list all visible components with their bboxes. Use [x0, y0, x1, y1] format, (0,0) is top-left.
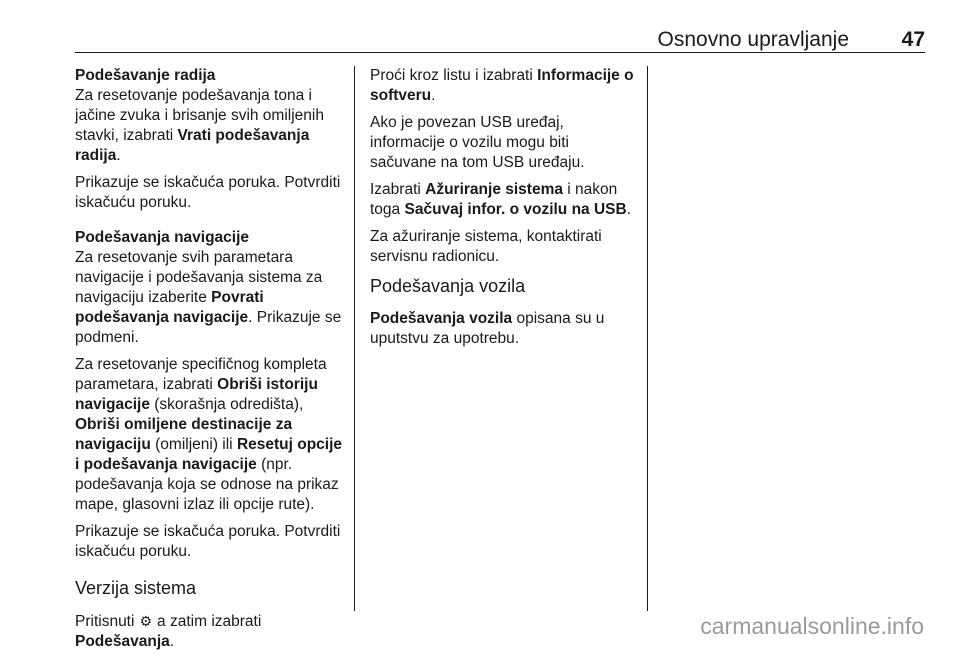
nav-reset-option: Povrati podešavanja navigacije	[75, 289, 264, 326]
version-text: Pritisnuti	[75, 613, 139, 630]
system-update-option: Ažuriranje sistema	[425, 181, 563, 198]
nav-text: (skorašnja odredišta),	[149, 396, 304, 413]
vehicle-settings-paragraph	[370, 309, 638, 349]
nav-text: Za resetovanje svih parametara navigacije i podešavanja sistema za navigaciju izaberite	[75, 249, 323, 306]
software-info-option: Informacije o softveru	[370, 67, 634, 104]
nav-options-reset: Resetuj opcije i podešavanja navigacije	[75, 436, 343, 473]
vehicle-settings-term: Podešavanja vozila	[370, 310, 513, 327]
radio-settings-heading: Podešavanje radija	[75, 67, 216, 84]
middle-column	[370, 66, 638, 356]
nav-favorites-option: Obriši omiljene destinacije za navigaciju	[75, 416, 293, 453]
software-info-paragraph	[370, 66, 638, 106]
version-text: a zatim izabrati	[152, 613, 262, 630]
navigation-specific-paragraph	[75, 355, 347, 515]
system-version-heading: Verzija sistema	[75, 578, 197, 598]
nav-text-end: . Prikazuje se podmeni.	[75, 309, 342, 346]
list-text: Proći kroz listu i izabrati	[370, 67, 538, 84]
nav-history-option: Obriši istoriju navigacije	[75, 376, 318, 413]
list-text-end: .	[431, 87, 436, 104]
usb-paragraph: Ako je povezan USB uređaj, informacije o vozilu mogu biti sačuvane na tom USB uređaju.	[370, 114, 585, 171]
update-text-end: .	[626, 201, 632, 218]
column-divider-left	[354, 66, 355, 611]
radio-confirm-paragraph: Prikazuje se iskačuća poruka. Potvrditi iskačuću poruku.	[75, 174, 341, 211]
settings-gear-icon: ⚙	[139, 613, 153, 629]
nav-text: (omiljeni) ili	[150, 436, 237, 453]
page-header	[75, 28, 925, 53]
radio-text: Za resetovanje podešavanja tona i jačine zvuka i brisanje svih omiljenih stavki, izabrati	[75, 87, 324, 144]
update-text: Izabrati	[370, 181, 426, 198]
navigation-reset-paragraph	[75, 248, 347, 348]
radio-text-end: .	[116, 147, 121, 164]
vehicle-settings-heading: Podešavanja vozila	[370, 276, 526, 296]
system-version-paragraph	[75, 611, 347, 652]
update-text: i nakon toga	[370, 181, 618, 218]
header-title: Osnovno upravljanje	[657, 28, 849, 51]
column-divider-right	[647, 66, 648, 611]
service-paragraph: Za ažuriranje sistema, kontaktirati servisnu radionicu.	[370, 228, 602, 265]
navigation-settings-heading: Podešavanja navigacije	[75, 229, 250, 246]
save-to-usb-option: Sačuvaj infor. o vozilu na USB	[404, 201, 627, 218]
settings-option: Podešavanja	[75, 633, 170, 650]
watermark: carmanualsonline.info	[700, 613, 924, 639]
nav-text: (npr. podešavanja koja se odnose na prikaz mape, glasovni izlaz ili opcije rute).	[75, 456, 339, 513]
system-update-paragraph	[370, 180, 638, 220]
radio-reset-option: Vrati podešavanja radija	[75, 127, 310, 164]
navigation-confirm-paragraph: Prikazuje se iskačuća poruka. Potvrditi iskačuću poruku.	[75, 523, 341, 560]
page-number: 47	[901, 28, 925, 51]
left-column	[75, 66, 347, 659]
radio-settings-paragraph	[75, 86, 347, 166]
nav-text: Za resetovanje specifičnog kompleta parametara, izabrati	[75, 356, 327, 393]
version-text-end: .	[169, 633, 175, 650]
vehicle-text: opisana su u uputstvu za upotrebu.	[370, 310, 605, 347]
